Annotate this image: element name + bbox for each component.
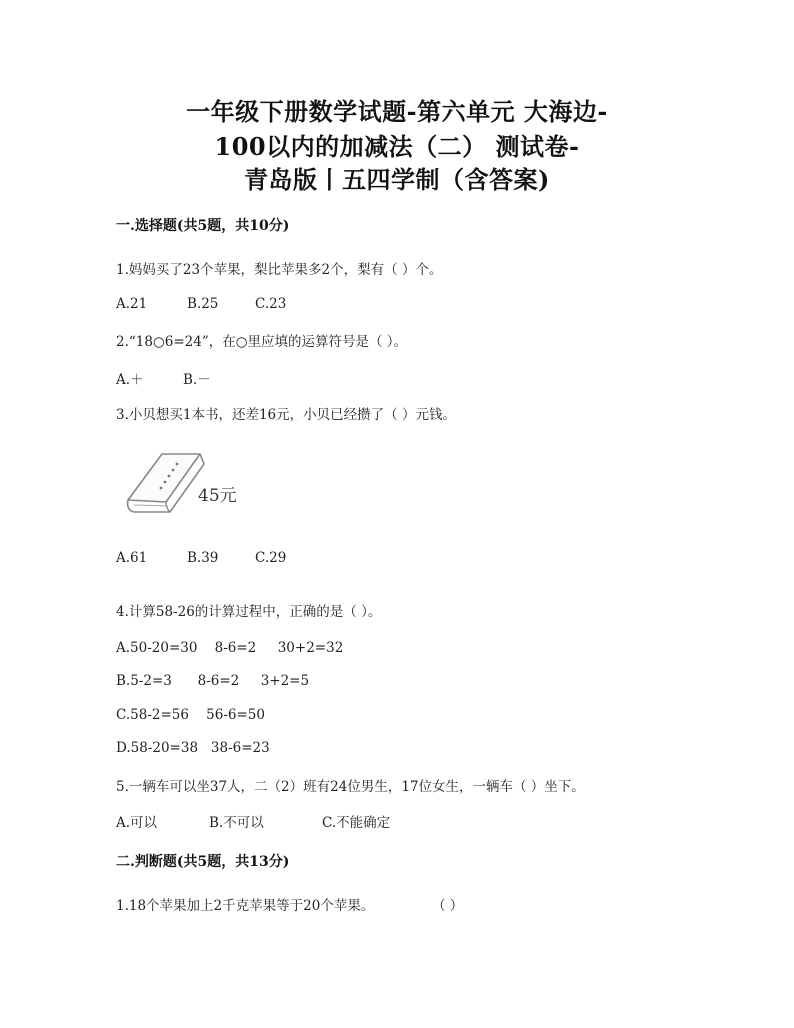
q4-option-a: A.50-20=30 8-6=2 30+2=32 (116, 640, 344, 656)
q3-option-a: A.61 (116, 550, 148, 566)
q4-option-c: C.58-2=56 56-6=50 (116, 707, 265, 723)
q1-option-a: A.21 (116, 296, 148, 312)
q4-option-b: B.5-2=3 8-6=2 3+2=5 (116, 673, 310, 689)
q3-option-b: B.39 (187, 550, 219, 566)
question-4-text: 4.计算58-26的计算过程中，正确的是（ ）。 (116, 604, 382, 620)
question-3-text: 3.小贝想买1本书，还差16元，小贝已经攒了（ ）元钱。 (116, 407, 456, 423)
document-title-line-1: 一年级下册数学试题-第六单元 大海边- (186, 97, 608, 126)
q5-option-b: B.不可以 (209, 815, 264, 831)
q1-option-c: C.23 (255, 296, 287, 312)
book-price-label: 45元 (198, 486, 237, 506)
document-title-line-2: 100以内的加减法（二） 测试卷- (214, 132, 580, 161)
judgement-answer-bracket: （ ） (432, 898, 464, 914)
section-heading-choice: 一.选择题(共5题，共10分) (116, 218, 290, 234)
section-heading-judgement: 二.判断题(共5题，共13分) (116, 854, 290, 870)
q5-option-a: A.可以 (116, 815, 158, 831)
q4-option-d: D.58-20=38 38-6=23 (116, 740, 270, 756)
q2-option-a: A.＋ (116, 372, 144, 388)
q3-option-c: C.29 (255, 550, 287, 566)
judgement-question-1-text: 1.18个苹果加上2千克苹果等于20个苹果。 (116, 898, 375, 914)
question-1-text: 1.妈妈买了23个苹果，梨比苹果多2个，梨有（ ）个。 (116, 262, 443, 278)
question-2-text: 2.“18○6=24”，在○里应填的运算符号是（ ）。 (116, 334, 408, 350)
q1-option-b: B.25 (187, 296, 219, 312)
q2-option-b: B.－ (183, 372, 211, 388)
question-5-text: 5.一辆车可以坐37人，二（2）班有24位男生，17位女生，一辆车（ ）坐下。 (116, 779, 585, 795)
document-title-line-3: 青岛版丨五四学制（含答案) (244, 165, 550, 194)
q5-option-c: C.不能确定 (322, 815, 391, 831)
